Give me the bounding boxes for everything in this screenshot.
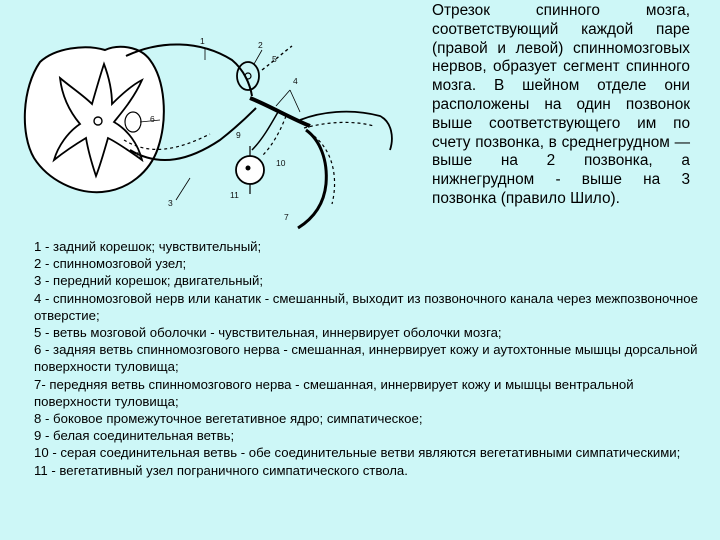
legend-item-4: 4 - спинномозговой нерв или канатик - смешанный, выходит из позвоночного канала через межпозвоночное отверстие; [34, 290, 698, 323]
legend-item-9: 9 - белая соединительная ветвь; [34, 428, 235, 444]
label-8: 8 [136, 150, 141, 160]
label-11: 11 [230, 190, 239, 200]
label-1: 1 [200, 36, 205, 46]
spinal-segment-diagram [0, 0, 430, 240]
legend-item-5: 5 - ветвь мозговой оболочки - чувствительная, иннервирует оболочки мозга; [34, 325, 502, 341]
legend-item-7: 7- передняя ветвь спинномозгового нерва - смешанная, иннервирует кожу и мышцы вентральной поверхности туловища; [34, 376, 634, 409]
legend [34, 238, 706, 479]
label-7: 7 [284, 212, 289, 222]
label-3: 3 [168, 198, 173, 208]
label-6: 6 [150, 114, 155, 124]
spinal-nerve [250, 98, 310, 126]
label-5: 5 [272, 54, 277, 64]
meningeal-branch [262, 46, 292, 70]
white-ramus [252, 112, 278, 150]
label-4: 4 [293, 76, 298, 86]
spinal-ganglion [237, 62, 259, 90]
legend-item-2: 2 - спинномозговой узел; [34, 256, 187, 272]
sympathetic-ganglion [236, 156, 264, 184]
legend-item-11: 11 - вегетативный узел пограничного симпатического ствола. [34, 462, 408, 478]
legend-item-3: 3 - передний корешок; двигательный; [34, 273, 263, 289]
legend-item-1: 1 - задний корешок; чувствительный; [34, 239, 262, 254]
posterior-branch [300, 112, 392, 150]
grey-ramus [262, 116, 286, 156]
legend-item-6: 6 - задняя ветвь спинномозгового нерва - смешанная, иннервирует кожу и аутохтонные мышцы дорсальной поверхности туловища; [34, 342, 698, 375]
label-2: 2 [258, 40, 263, 50]
label-10: 10 [276, 158, 286, 168]
legend-item-8: 8 - боковое промежуточное вегетативное ядро; симпатическое; [34, 411, 423, 427]
segment-description: Отрезок спинного мозга, соответствующий каждой паре (правой и левой) спинномозговых нервов, образует сегмент спинного мозга. В шейном отделе они расположены на один позвонок выше соответствующего им по счету позвонка, в среднегрудном — выше на 2 позвонка, а нижнегрудном - выше на 3 позвонка (правило Шило). [432, 2, 690, 207]
legend-item-10: 10 - серая соединительная ветвь - обе соединительные ветви являются вегетативными симпатическими; [34, 445, 681, 461]
anterior-branch [298, 130, 326, 228]
label-9: 9 [236, 130, 241, 140]
